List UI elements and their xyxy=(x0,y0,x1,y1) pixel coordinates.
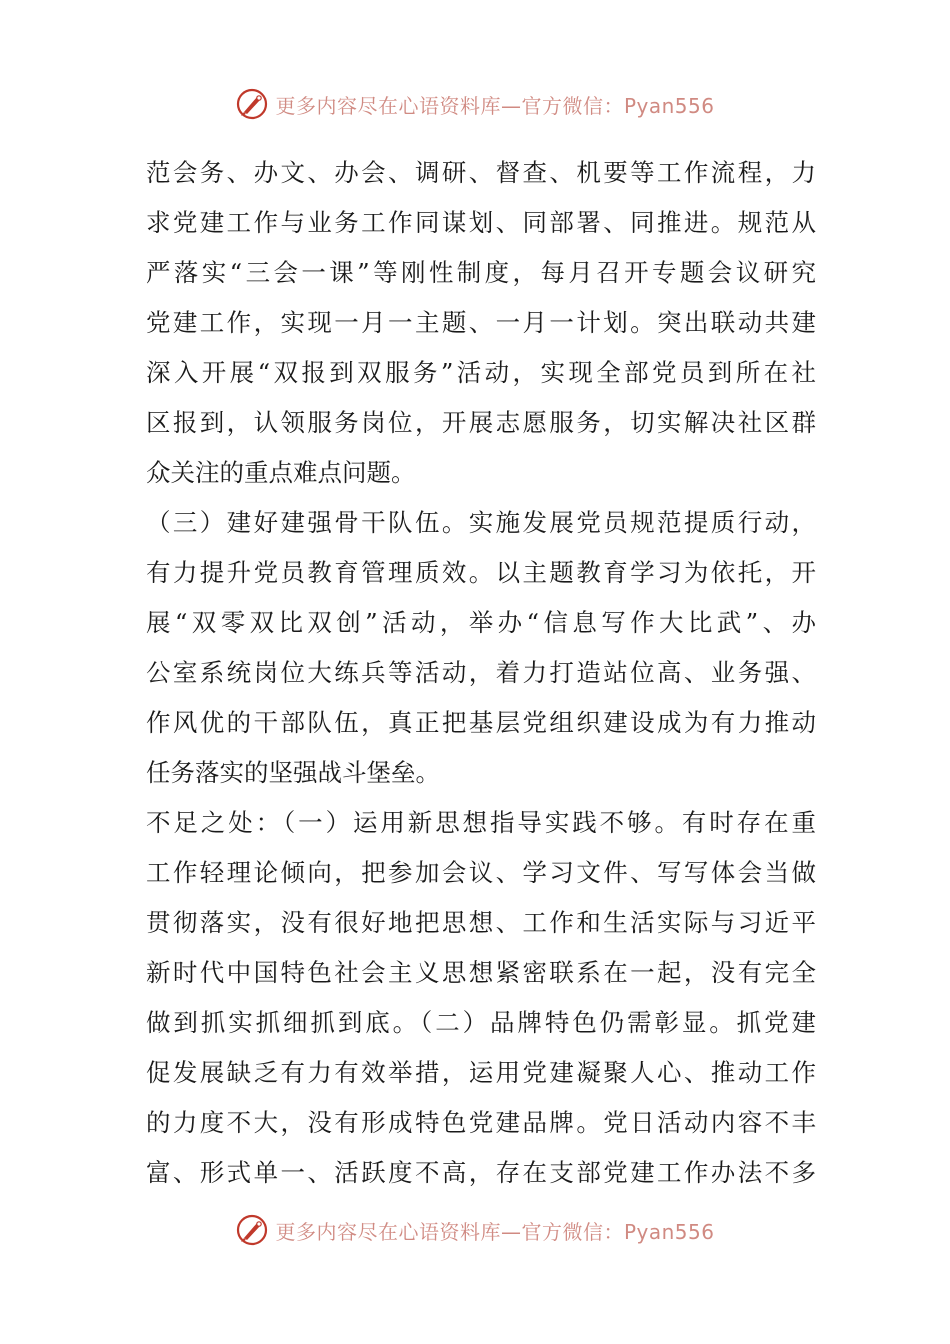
document-body xyxy=(146,148,816,1198)
text-line: 做到抓实抓细抓到底。（二）品牌特色仍需彰显。抓党建 xyxy=(146,1008,816,1037)
text-line: 范会务、办文、办会、调研、督查、机要等工作流程，力 xyxy=(146,158,816,187)
text-line: （三）建好建强骨干队伍。实施发展党员规范提质行动， xyxy=(146,508,816,537)
text-line: 贯彻落实，没有很好地把思想、工作和生活实际与习近平 xyxy=(146,908,816,937)
pen-nib-logo-icon xyxy=(235,1213,269,1247)
text-line: 有力提升党员教育管理质效。以主题教育学习为依托，开 xyxy=(146,558,816,587)
text-line: 公室系统岗位大练兵等活动，着力打造站位高、业务强、 xyxy=(146,658,816,687)
text-line: 工作轻理论倾向，把参加会议、学习文件、写写体会当做 xyxy=(146,858,816,887)
text-line: 展“双零双比双创”活动，举办“信息写作大比武”、办 xyxy=(146,608,816,637)
text-line: 严落实“三会一课”等刚性制度，每月召开专题会议研究 xyxy=(146,258,816,287)
watermark-text: 更多内容尽在心语资料库—官方微信：Pyan556 xyxy=(275,93,715,118)
text-line: 任务落实的坚强战斗堡垒。 xyxy=(146,758,440,787)
text-line: 区报到，认领服务岗位，开展志愿服务，切实解决社区群 xyxy=(146,408,816,437)
header-watermark xyxy=(0,82,950,126)
text-line: 党建工作，实现一月一主题、一月一计划。突出联动共建 xyxy=(146,308,816,337)
text-line: 的力度不大，没有形成特色党建品牌。党日活动内容不丰 xyxy=(146,1108,816,1137)
text-line: 不足之处：（一）运用新思想指导实践不够。有时存在重 xyxy=(146,808,816,837)
text-line: 深入开展“双报到双服务”活动，实现全部党员到所在社 xyxy=(146,358,816,387)
footer-watermark xyxy=(0,1208,950,1252)
pen-nib-logo-icon xyxy=(235,87,269,121)
text-line: 求党建工作与业务工作同谋划、同部署、同推进。规范从 xyxy=(146,208,816,237)
text-line: 促发展缺乏有力有效举措，运用党建凝聚人心、推动工作 xyxy=(146,1058,816,1087)
text-line: 新时代中国特色社会主义思想紧密联系在一起，没有完全 xyxy=(146,958,816,987)
text-line: 富、形式单一、活跃度不高，存在支部党建工作办法不多 xyxy=(146,1158,816,1187)
text-line: 众关注的重点难点问题。 xyxy=(146,458,416,487)
watermark-text: 更多内容尽在心语资料库—官方微信：Pyan556 xyxy=(275,1219,715,1244)
text-line: 作风优的干部队伍，真正把基层党组织建设成为有力推动 xyxy=(146,708,816,737)
